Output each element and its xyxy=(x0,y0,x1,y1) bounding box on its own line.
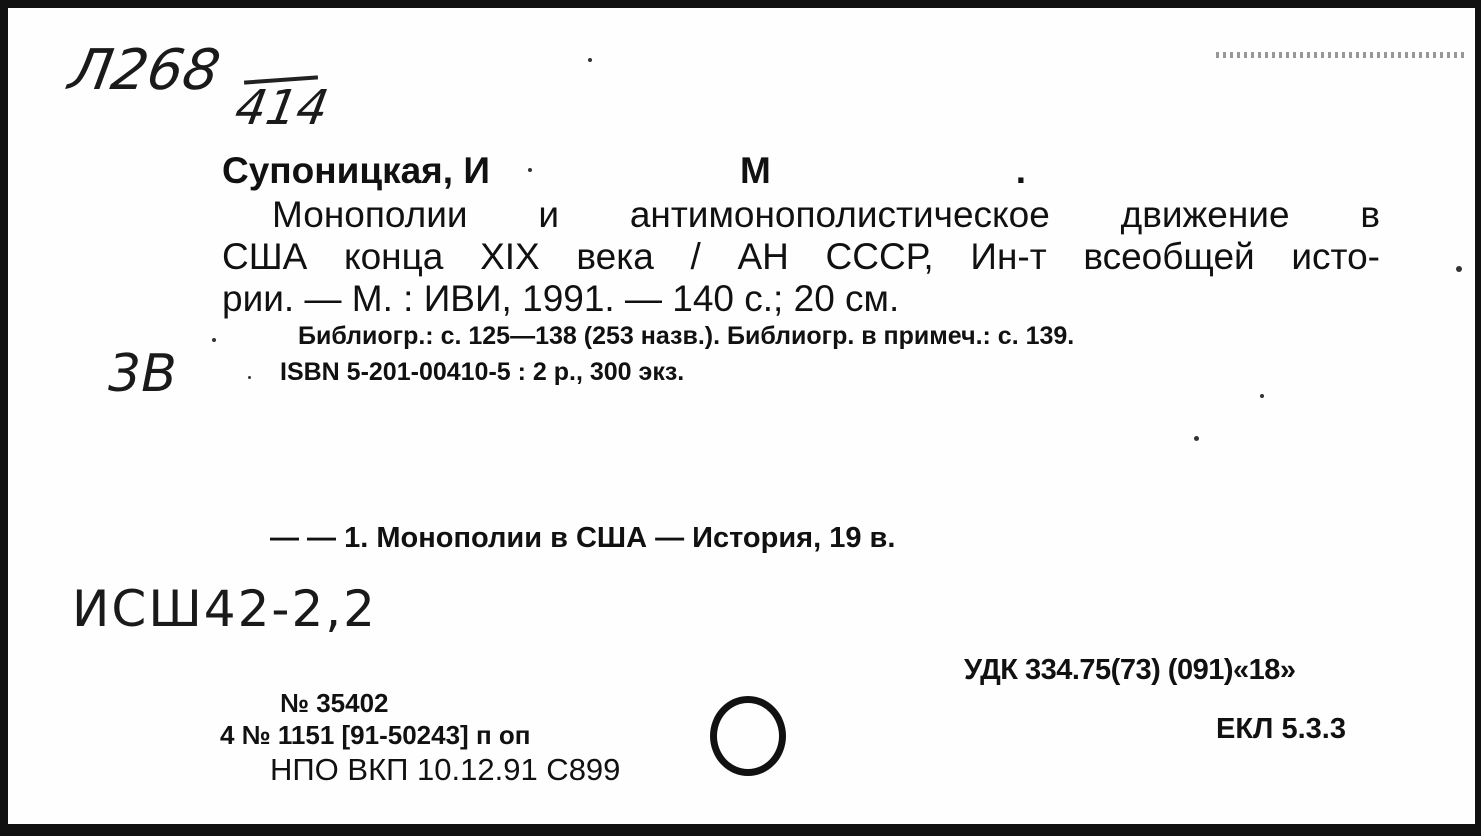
title-line: Монополии и антимонополистическое движение в xyxy=(272,194,1380,235)
printing-smudge xyxy=(1216,52,1464,58)
isbn-line: ISBN 5-201-00410-5 : 2 р., 300 экз. xyxy=(280,358,685,386)
title-line: США конца XIX века / АН СССР, Ин-т всеобщей исто- xyxy=(222,236,1380,277)
card-number: № 35402 xyxy=(280,688,389,718)
publisher-line: НПО ВКП 10.12.91 С899 xyxy=(270,752,621,787)
handwritten-call-number: Л268 xyxy=(64,38,225,103)
speck xyxy=(1260,394,1264,398)
title-statement xyxy=(222,194,1380,320)
handwritten-classification: ИСШ42-2,2 xyxy=(72,580,377,638)
handwritten-mark: 3В xyxy=(108,344,177,404)
speck xyxy=(212,338,216,342)
speck xyxy=(1194,436,1199,441)
heading-dot: . xyxy=(1015,150,1027,191)
punch-hole xyxy=(710,696,786,776)
speck xyxy=(248,376,251,379)
speck xyxy=(528,168,532,172)
subject-heading: — — 1. Монополии в США — История, 19 в. xyxy=(270,522,896,554)
speck xyxy=(1456,266,1462,272)
title-line: рии. — М. : ИВИ, 1991. — 140 с.; 20 см. xyxy=(222,278,900,319)
udk-code: УДК 334.75(73) (091)«18» xyxy=(964,654,1296,686)
bibliography-note: Библиогр.: с. 125—138 (253 назв.). Библиогр. в примеч.: с. 139. xyxy=(298,322,1075,350)
author-name: Супоницкая, И xyxy=(222,150,490,191)
handwritten-call-number-denominator: 414 xyxy=(231,80,333,136)
author-initial: М xyxy=(739,150,771,191)
order-number: 4 № 1151 [91-50243] п оп xyxy=(220,720,531,750)
ekl-code: ЕКЛ 5.3.3 xyxy=(1216,713,1346,745)
entry-heading xyxy=(222,150,1026,192)
speck xyxy=(588,58,592,62)
